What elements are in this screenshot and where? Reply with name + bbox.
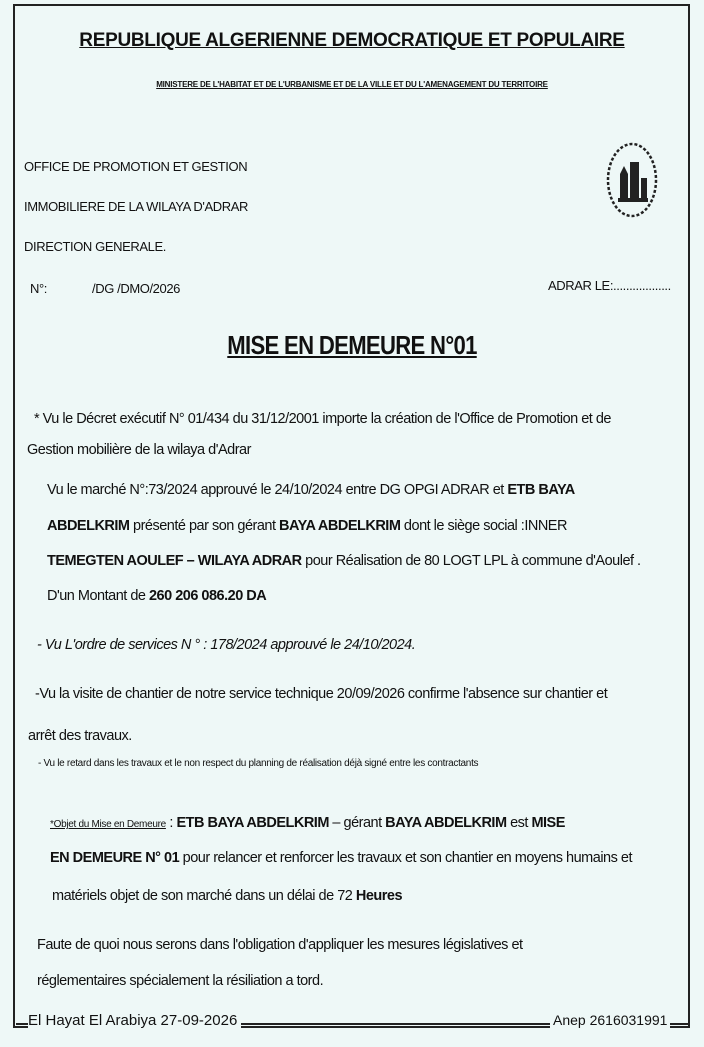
paragraph-delay: - Vu le retard dans les travaux et le non respect du planning de réalisation déjà signé entre les contractants [38,758,479,769]
paragraph-consequence-line-2: réglementaires spécialement la résiliation a tord. [37,973,324,989]
paragraph-site-visit-line-2: arrêt des travaux. [28,728,132,744]
paragraph-consequence-line-1: Faute de quoi nous serons dans l'obligation d'appliquer les mesures législatives et [37,937,523,953]
object-label: *Objet du Mise en Demeure [50,819,166,830]
office-line-3: DIRECTION GENERALE. [24,239,166,254]
office-line-2: IMMOBILIERE DE LA WILAYA D'ADRAR [24,199,248,214]
footer-anep: Anep 2616031991 [550,1012,670,1028]
mise-text: MISE [531,815,565,831]
republic-title: REPUBLIQUE ALGERIENNE DEMOCRATIQUE ET POPULAIRE [79,30,625,51]
document-border [13,4,690,1028]
paragraph-object-line-2 [50,850,632,866]
place-date: ADRAR LE:.................. [548,278,671,293]
amount-label: D'un Montant de [47,588,149,604]
object-text: est [506,815,532,831]
contract-text: pour Réalisation de 80 LOGT LPL à commune d'Aoulef . [301,553,641,569]
demeure-number: EN DEMEURE N° 01 [50,850,180,866]
paragraph-contract-line-1 [47,482,575,498]
paragraph-decree-line-1: * Vu le Décret exécutif N° 01/434 du 31/12/2001 importe la création de l'Office de Promotion et de [34,411,611,427]
amount-value: 260 206 086.20 DA [148,588,267,604]
object-text: – gérant [328,815,386,831]
opgi-logo-icon [606,140,658,218]
object-text: matériels objet de son marché dans un délai de 72 [52,888,356,904]
manager-name: BAYA ABDELKRIM [385,815,507,831]
company-name-cont: ABDELKRIM [47,518,130,534]
paragraph-site-visit-line-1: -Vu la visite de chantier de notre service technique 20/09/2026 confirme l'absence sur chantier et [35,686,608,702]
paragraph-object-line-1 [50,815,565,831]
contract-text: présenté par son gérant [129,518,280,534]
company-name: ETB BAYA ABDELKRIM [176,815,329,831]
company-name: ETB BAYA [507,482,575,498]
contract-text: dont le siège social :INNER [400,518,567,534]
reference-number-value: /DG /DMO/2026 [92,281,180,296]
paragraph-contract-line-4 [47,588,266,604]
object-colon: : [165,815,177,831]
paragraph-service-order: - Vu L'ordre de services N ° : 178/2024 approuvé le 24/10/2024. [37,637,416,653]
paragraph-decree-line-2: Gestion mobilière de la wilaya d'Adrar [27,442,251,458]
office-line-1: OFFICE DE PROMOTION ET GESTION [24,159,248,174]
footer-publication: El Hayat El Arabiya 27-09-2026 [28,1012,241,1029]
paragraph-contract-line-3 [47,553,641,569]
contract-text: Vu le marché N°:73/2024 approuvé le 24/10/2024 entre DG OPGI ADRAR et [47,482,508,498]
document-heading: MISE EN DEMEURE N°01 [227,330,477,360]
paragraph-object-line-3 [52,888,402,904]
object-text: pour relancer et renforcer les travaux et son chantier en moyens humains et [179,850,632,866]
reference-number-label: N°: [30,281,47,296]
manager-name: BAYA ABDELKRIM [279,518,401,534]
ministry-title: MINISTERE DE L'HABITAT ET DE L'URBANISME ET DE LA VILLE ET DU L'AMENAGEMENT DU TERRITOIRE [156,80,548,89]
address: TEMEGTEN AOULEF – WILAYA ADRAR [47,553,302,569]
paragraph-contract-line-2 [47,518,567,534]
deadline-unit: Heures [355,888,403,904]
